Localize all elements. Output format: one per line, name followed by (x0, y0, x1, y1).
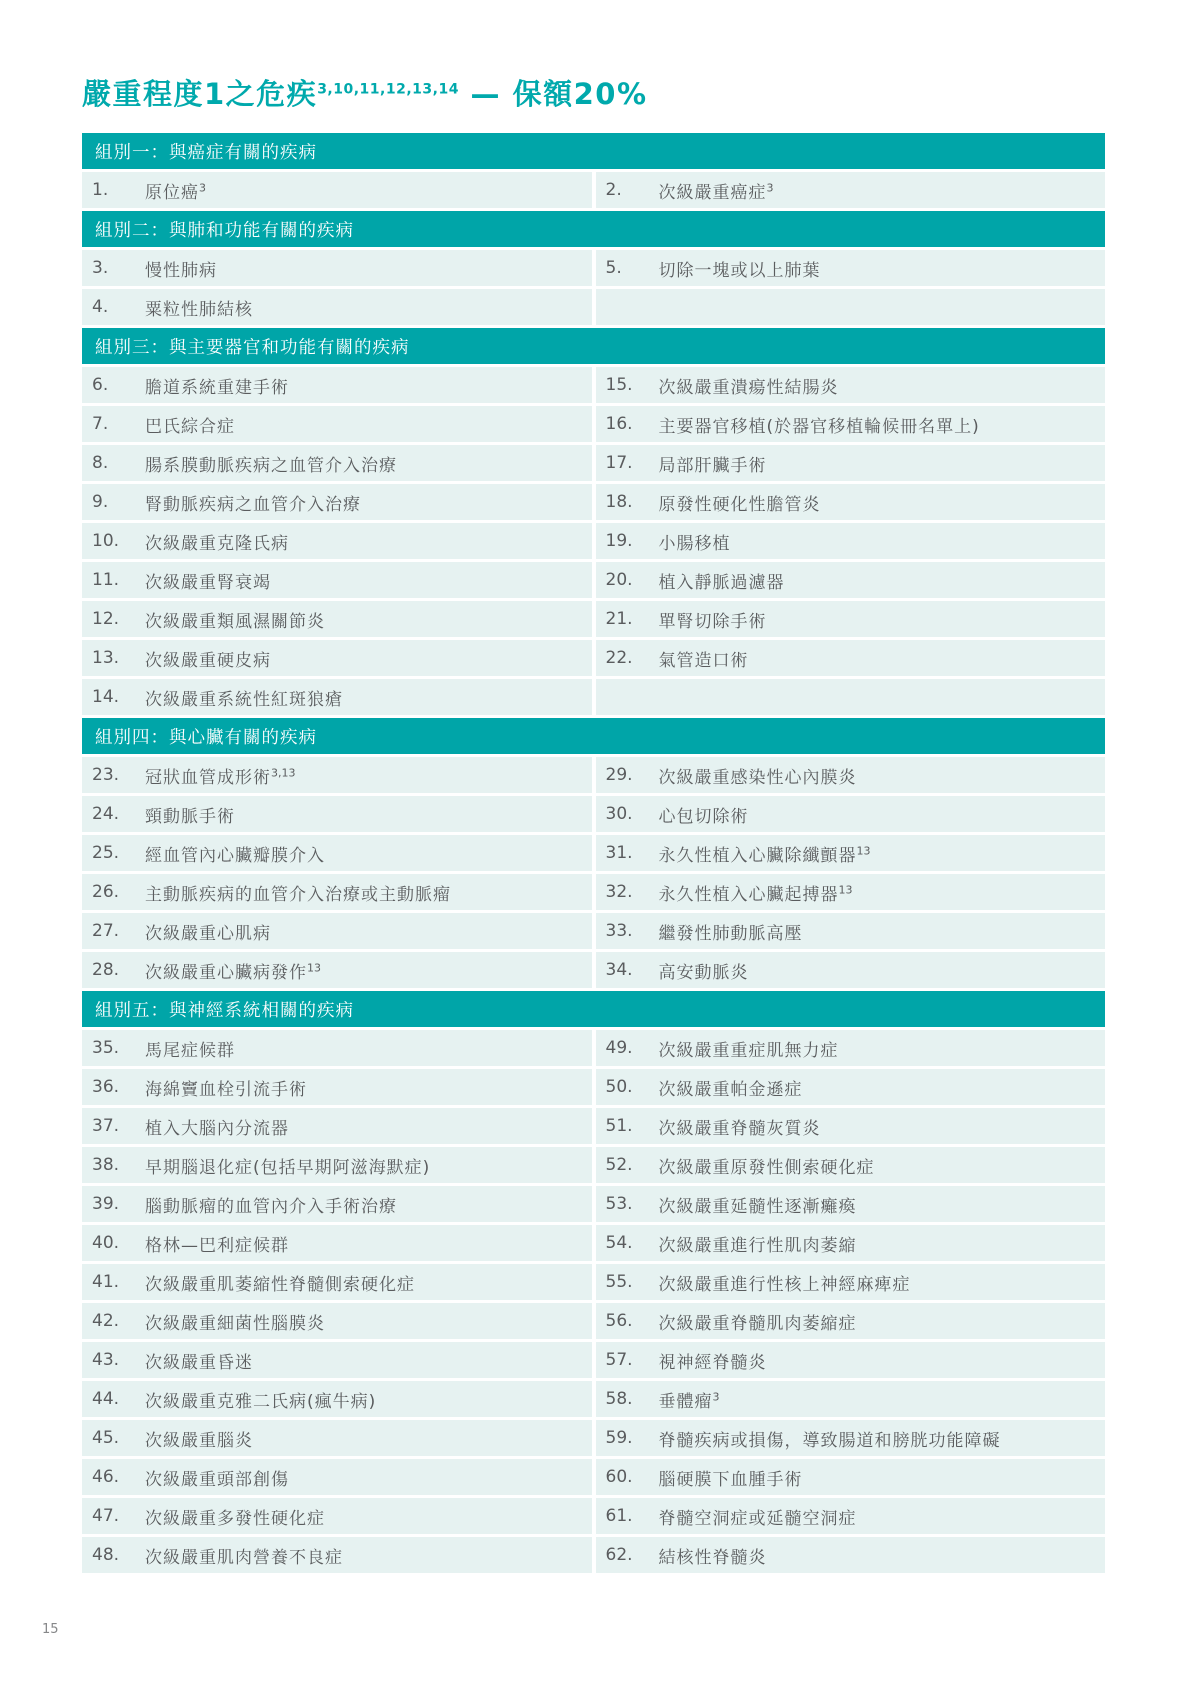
table-row (82, 1498, 1105, 1534)
item-text: 經血管內心臟瓣膜介入 (145, 845, 325, 866)
page-content (82, 78, 1105, 1576)
item-superscript: 13 (307, 960, 321, 974)
item-number: 41. (92, 1272, 120, 1292)
item-number: 33. (605, 921, 633, 941)
table-row (82, 1108, 1105, 1144)
item-text: 主要器官移植(於器官移植輪候冊名單上) (658, 416, 980, 437)
item-text: 冠狀血管成形術$^{3,13}$ (145, 765, 296, 788)
table-row (82, 1420, 1105, 1456)
item-number: 17. (605, 453, 633, 473)
item-text: 腦動脈瘤的血管內介入手術治療 (145, 1196, 397, 1217)
item-number: 19. (605, 531, 633, 551)
item-text: 永久性植入心臟除纖顫器$^{13}$ (658, 843, 871, 866)
item-text: 主動脈疾病的血管介入治療或主動脈瘤 (145, 884, 451, 905)
item-text: 次級嚴重頭部創傷 (145, 1469, 289, 1490)
item-number: 48. (92, 1545, 120, 1565)
item-text: 馬尾症候群 (145, 1040, 235, 1061)
item-text: 次級嚴重類風濕關節炎 (145, 611, 325, 632)
table-row (82, 1537, 1105, 1573)
item-number: 39. (92, 1194, 120, 1214)
item-number: 24. (92, 804, 120, 824)
illness-cell (596, 1381, 1106, 1417)
item-number: 8. (92, 453, 109, 473)
item-number: 4. (92, 297, 109, 317)
item-text: 海綿竇血栓引流手術 (145, 1079, 307, 1100)
item-text: 次級嚴重系統性紅斑狼瘡 (145, 689, 343, 710)
item-text: 次級嚴重腎衰竭 (145, 572, 271, 593)
illness-cell (596, 1459, 1106, 1495)
illness-cell (82, 1498, 592, 1534)
illness-cell (596, 1420, 1106, 1456)
item-text: 腦硬膜下血腫手術 (658, 1469, 803, 1490)
item-number: 55. (605, 1272, 633, 1292)
illness-cell (82, 835, 592, 871)
item-text: 次級嚴重潰瘍性結腸炎 (658, 377, 839, 398)
table-row (82, 367, 1105, 403)
item-text: 次級嚴重心肌病 (145, 923, 271, 944)
table-row (82, 874, 1105, 910)
table-row (82, 484, 1105, 520)
item-text: 心包切除術 (658, 806, 749, 827)
illness-cell (596, 796, 1106, 832)
item-number: 5. (605, 258, 622, 278)
item-number: 7. (92, 414, 109, 434)
item-number: 40. (92, 1233, 120, 1253)
item-text: 永久性植入心臟起搏器$^{13}$ (658, 882, 853, 905)
illness-cell (596, 1342, 1106, 1378)
illness-cell (82, 1264, 592, 1300)
item-text: 視神經脊髓炎 (658, 1352, 767, 1373)
item-text: 原發性硬化性膽管炎 (658, 494, 821, 515)
item-text: 次級嚴重癌症$^3$ (658, 180, 774, 203)
item-number: 37. (92, 1116, 120, 1136)
group-header-5: 組別五：與神經系統相關的疾病 (82, 991, 1105, 1027)
illness-cell (596, 250, 1106, 286)
illness-cell (596, 1108, 1106, 1144)
empty-cell (596, 289, 1106, 325)
item-text: 次級嚴重克隆氏病 (145, 533, 289, 554)
item-text: 腎動脈疾病之血管介入治療 (145, 494, 361, 515)
group-header-1: 組別一：與癌症有關的疾病 (82, 133, 1105, 169)
item-number: 54. (605, 1233, 633, 1253)
illness-cell (82, 367, 592, 403)
illness-cell (596, 1225, 1106, 1261)
illness-cell (82, 1342, 592, 1378)
item-number: 58. (605, 1389, 633, 1409)
item-superscript: 13 (838, 882, 853, 896)
table-row (82, 952, 1105, 988)
illness-cell (82, 1069, 592, 1105)
illness-cell (82, 523, 592, 559)
table-row (82, 1225, 1105, 1261)
illness-cell (596, 601, 1106, 637)
group-header-2: 組別二：與肺和功能有關的疾病 (82, 211, 1105, 247)
table-row (82, 640, 1105, 676)
illness-cell (82, 1186, 592, 1222)
illness-cell (596, 1264, 1106, 1300)
item-text: 垂體瘤$^3$ (658, 1389, 720, 1412)
item-number: 59. (605, 1428, 633, 1448)
illness-table (82, 133, 1105, 1573)
item-number: 10. (92, 531, 120, 551)
item-text: 慢性肺病 (145, 260, 217, 281)
item-number: 50. (605, 1077, 633, 1097)
item-text: 腸系膜動脈疾病之血管介入治療 (145, 455, 397, 476)
item-number: 36. (92, 1077, 120, 1097)
table-row (82, 835, 1105, 871)
illness-cell (82, 1108, 592, 1144)
illness-cell (82, 1225, 592, 1261)
illness-cell (596, 484, 1106, 520)
illness-cell (596, 1303, 1106, 1339)
item-number: 1. (92, 180, 109, 200)
item-number: 42. (92, 1311, 120, 1331)
item-text: 次級嚴重進行性核上神經麻痺症 (658, 1274, 911, 1295)
item-text: 次級嚴重延髓性逐漸癱瘓 (658, 1196, 857, 1217)
item-text: 次級嚴重腦炎 (145, 1430, 253, 1451)
table-row (82, 1147, 1105, 1183)
illness-cell (82, 445, 592, 481)
illness-cell (82, 1303, 592, 1339)
illness-cell (596, 757, 1106, 793)
item-text: 次級嚴重感染性心內膜炎 (658, 767, 857, 788)
item-text: 切除一塊或以上肺葉 (658, 260, 821, 281)
item-number: 18. (605, 492, 633, 512)
item-text: 植入大腦內分流器 (145, 1118, 289, 1139)
illness-cell (596, 952, 1106, 988)
item-text: 次級嚴重心臟病發作$^{13}$ (145, 960, 321, 983)
illness-cell (82, 1030, 592, 1066)
item-text: 高安動脈炎 (658, 962, 749, 983)
illness-cell (82, 757, 592, 793)
item-text: 膽道系統重建手術 (145, 377, 289, 398)
item-number: 30. (605, 804, 633, 824)
illness-cell (596, 640, 1106, 676)
table-row (82, 523, 1105, 559)
group-header-3: 組別三：與主要器官和功能有關的疾病 (82, 328, 1105, 364)
illness-cell (82, 250, 592, 286)
item-text: 植入靜脈過濾器 (658, 572, 785, 593)
item-number: 56. (605, 1311, 633, 1331)
item-superscript: 3,13 (271, 765, 296, 779)
illness-cell (596, 1030, 1106, 1066)
item-text: 次級嚴重帕金遜症 (658, 1079, 803, 1100)
item-number: 13. (92, 648, 120, 668)
item-number: 43. (92, 1350, 120, 1370)
item-text: 格林—巴利症候群 (145, 1235, 289, 1256)
item-number: 21. (605, 609, 633, 629)
item-number: 47. (92, 1506, 120, 1526)
item-number: 22. (605, 648, 633, 668)
illness-cell (82, 406, 592, 442)
illness-cell (596, 367, 1106, 403)
item-text: 次級嚴重肌肉營養不良症 (145, 1547, 343, 1568)
item-text: 次級嚴重細菌性腦膜炎 (145, 1313, 325, 1334)
illness-cell (82, 913, 592, 949)
item-text: 早期腦退化症(包括早期阿滋海默症) (145, 1157, 431, 1178)
illness-cell (82, 601, 592, 637)
item-number: 35. (92, 1038, 120, 1058)
page-title (82, 78, 1105, 110)
table-row (82, 1303, 1105, 1339)
table-row (82, 1381, 1105, 1417)
item-number: 60. (605, 1467, 633, 1487)
table-row (82, 913, 1105, 949)
table-row (82, 406, 1105, 442)
item-number: 16. (605, 414, 633, 434)
table-row (82, 601, 1105, 637)
item-number: 25. (92, 843, 120, 863)
item-number: 52. (605, 1155, 633, 1175)
item-number: 2. (605, 180, 622, 200)
item-text: 繼發性肺動脈高壓 (658, 923, 803, 944)
item-number: 11. (92, 570, 120, 590)
illness-cell (596, 406, 1106, 442)
item-text: 結核性脊髓炎 (658, 1547, 767, 1568)
item-number: 3. (92, 258, 109, 278)
item-number: 12. (92, 609, 120, 629)
item-number: 51. (605, 1116, 633, 1136)
illness-cell (596, 1186, 1106, 1222)
table-row (82, 289, 1105, 325)
item-text: 次級嚴重肌萎縮性脊髓側索硬化症 (145, 1274, 415, 1295)
item-number: 32. (605, 882, 633, 902)
table-row (82, 757, 1105, 793)
table-row (82, 172, 1105, 208)
illness-cell (596, 835, 1106, 871)
illness-cell (596, 1147, 1106, 1183)
illness-cell (82, 679, 592, 715)
item-text: 次級嚴重昏迷 (145, 1352, 253, 1373)
item-text: 氣管造口術 (658, 650, 749, 671)
table-row (82, 1030, 1105, 1066)
item-number: 23. (92, 765, 120, 785)
item-number: 28. (92, 960, 120, 980)
item-text: 脊髓疾病或損傷，導致腸道和膀胱功能障礙 (658, 1430, 1001, 1451)
page-number: 15 (42, 1622, 59, 1637)
item-number: 14. (92, 687, 120, 707)
illness-cell (82, 1420, 592, 1456)
item-text: 頸動脈手術 (145, 806, 235, 827)
item-number: 57. (605, 1350, 633, 1370)
item-number: 31. (605, 843, 633, 863)
illness-cell (82, 289, 592, 325)
item-superscript: 3 (766, 180, 774, 194)
item-text: 局部肝臟手術 (658, 455, 767, 476)
table-row (82, 1264, 1105, 1300)
item-number: 38. (92, 1155, 120, 1175)
table-row (82, 562, 1105, 598)
item-number: 27. (92, 921, 120, 941)
table-row (82, 1342, 1105, 1378)
item-number: 20. (605, 570, 633, 590)
illness-cell (596, 1069, 1106, 1105)
item-text: 次級嚴重進行性肌肉萎縮 (658, 1235, 857, 1256)
illness-cell (596, 1498, 1106, 1534)
illness-cell (82, 1381, 592, 1417)
illness-cell (596, 523, 1106, 559)
item-text: 原位癌$^3$ (145, 180, 206, 203)
item-number: 6. (92, 375, 109, 395)
item-number: 9. (92, 492, 109, 512)
item-text: 次級嚴重克雅二氏病(瘋牛病) (145, 1391, 377, 1412)
item-text: 脊髓空洞症或延髓空洞症 (658, 1508, 857, 1529)
page-title-suffix: — 保額20% (458, 77, 648, 111)
item-number: 44. (92, 1389, 120, 1409)
illness-cell (596, 913, 1106, 949)
group-header-4: 組別四：與心臟有關的疾病 (82, 718, 1105, 754)
item-number: 26. (92, 882, 120, 902)
illness-cell (82, 874, 592, 910)
item-number: 34. (605, 960, 633, 980)
item-number: 53. (605, 1194, 633, 1214)
illness-cell (82, 1537, 592, 1573)
illness-cell (82, 952, 592, 988)
illness-cell (82, 640, 592, 676)
illness-cell (82, 562, 592, 598)
table-row (82, 250, 1105, 286)
page-title-main: 嚴重程度1之危疾 (82, 77, 318, 111)
item-text: 次級嚴重多發性硬化症 (145, 1508, 325, 1529)
item-text: 小腸移植 (658, 533, 731, 554)
illness-cell (82, 796, 592, 832)
illness-cell (82, 1459, 592, 1495)
illness-cell (596, 172, 1106, 208)
illness-cell (82, 1147, 592, 1183)
table-row (82, 1459, 1105, 1495)
table-row (82, 1069, 1105, 1105)
item-text: 次級嚴重脊髓肌肉萎縮症 (658, 1313, 857, 1334)
item-number: 46. (92, 1467, 120, 1487)
table-row (82, 679, 1105, 715)
item-number: 15. (605, 375, 633, 395)
item-number: 49. (605, 1038, 633, 1058)
illness-cell (596, 445, 1106, 481)
item-superscript: 3 (712, 1389, 720, 1403)
illness-cell (596, 1537, 1106, 1573)
empty-cell (596, 679, 1106, 715)
item-text: 單腎切除手術 (658, 611, 767, 632)
item-text: 巴氏綜合症 (145, 416, 235, 437)
item-text: 次級嚴重原發性側索硬化症 (658, 1157, 875, 1178)
item-text: 次級嚴重重症肌無力症 (658, 1040, 839, 1061)
item-number: 61. (605, 1506, 633, 1526)
item-text: 粟粒性肺結核 (145, 299, 253, 320)
table-row (82, 445, 1105, 481)
item-superscript: 3 (199, 180, 206, 194)
page-title-superscript: 3,10,11,12,13,14 (317, 81, 459, 98)
item-superscript: 13 (856, 843, 871, 857)
item-text: 次級嚴重硬皮病 (145, 650, 271, 671)
item-text: 次級嚴重脊髓灰質炎 (658, 1118, 821, 1139)
illness-cell (596, 874, 1106, 910)
illness-cell (82, 172, 592, 208)
table-row (82, 1186, 1105, 1222)
item-number: 29. (605, 765, 633, 785)
item-number: 62. (605, 1545, 633, 1565)
illness-cell (596, 562, 1106, 598)
item-number: 45. (92, 1428, 120, 1448)
table-row (82, 796, 1105, 832)
illness-cell (82, 484, 592, 520)
